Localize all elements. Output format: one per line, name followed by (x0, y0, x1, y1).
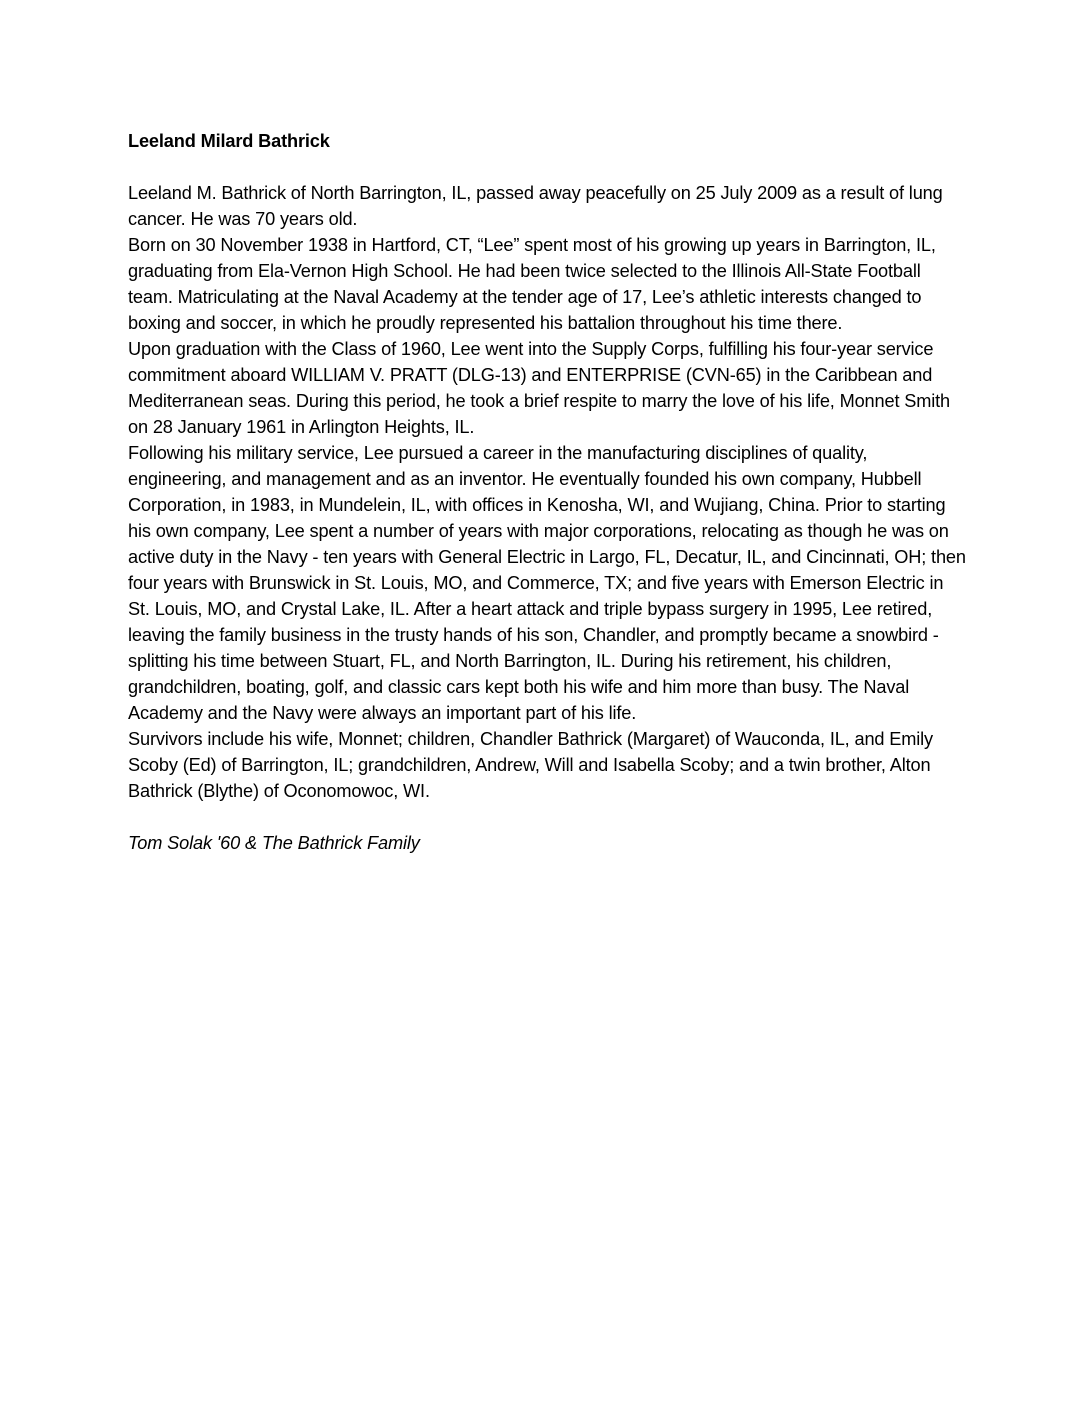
paragraph-career: Following his military service, Lee pursued a career in the manufacturing disciplines of quality, engineering, and management and as an inventor. He eventually founded his own company, Hubbell Corporation, in 1983, in Mundelein, IL, with offices in Kenosha, WI, and Wujiang, China. Prior to starting his own company, Lee spent a number of years with major corporations, relocating as though he was on active duty in the Navy - ten years with General Electric in Largo, FL, Decatur, IL, and Cincinnati, OH; then four years with Brunswick in St. Louis, MO, and Commerce, TX; and five years with Emerson Electric in St. Louis, MO, and Crystal Lake, IL. After a heart attack and triple bypass surgery in 1995, Lee retired, leaving the family business in the trusty hands of his son, Chandler, and promptly became a snowbird - splitting his time between Stuart, FL, and North Barrington, IL. During his retirement, his children, grandchildren, boating, golf, and classic cars kept both his wife and him more than busy. The Naval Academy and the Navy were always an important part of his life. (128, 443, 966, 723)
paragraph-early-life: Born on 30 November 1938 in Hartford, CT, “Lee” spent most of his growing up years in Barrington, IL, graduating from Ela-Vernon High School. He had been twice selected to the Illinois All-State Football team. Matriculating at the Naval Academy at the tender age of 17, Lee’s athletic interests changed to boxing and soccer, in which he proudly represented his battalion throughout his time there. (128, 235, 936, 333)
document-body (128, 128, 968, 856)
paragraph-death-notice: Leeland M. Bathrick of North Barrington, IL, passed away peacefully on 25 July 2009 as a result of lung cancer. He was 70 years old. (128, 183, 943, 229)
signature-line: Tom Solak '60 & The Bathrick Family (128, 833, 420, 853)
paragraph-naval-service: Upon graduation with the Class of 1960, Lee went into the Supply Corps, fulfilling his four-year service commitment aboard WILLIAM V. PRATT (DLG-13) and ENTERPRISE (CVN-65) in the Caribbean and Mediterranean seas. During this period, he took a brief respite to marry the love of his life, Monnet Smith on 28 January 1961 in Arlington Heights, IL. (128, 339, 950, 437)
paragraph-survivors: Survivors include his wife, Monnet; children, Chandler Bathrick (Margaret) of Wauconda, IL, and Emily Scoby (Ed) of Barrington, IL; grandchildren, Andrew, Will and Isabella Scoby; and a twin brother, Alton Bathrick (Blythe) of Oconomowoc, WI. (128, 729, 933, 801)
document-title: Leeland Milard Bathrick (128, 131, 330, 151)
